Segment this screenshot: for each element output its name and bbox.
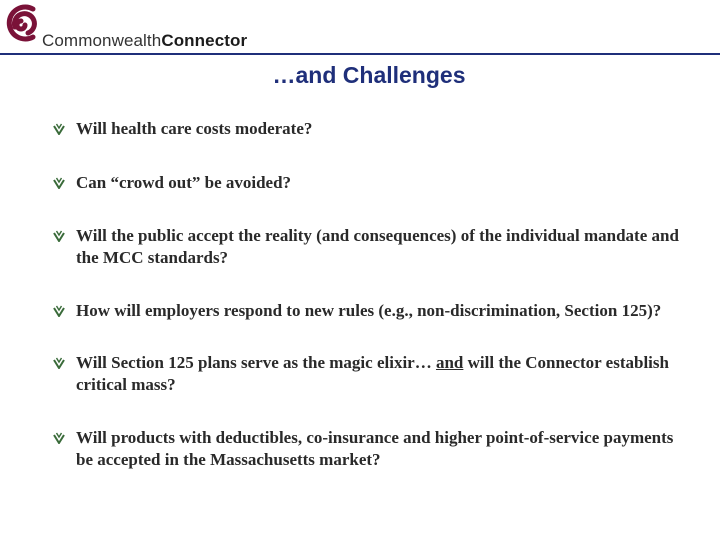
diamond-bullet-icon [52, 175, 66, 189]
logo-wordmark [42, 31, 247, 51]
commonwealth-connector-logo [0, 0, 270, 52]
header-divider [0, 53, 720, 55]
list-item [52, 352, 692, 396]
list-item [52, 225, 692, 269]
bullet-text: Will health care costs moderate? [76, 119, 313, 138]
bullet-text-before: Will Section 125 plans serve as the magic elixir… [76, 353, 436, 372]
list-item [52, 172, 692, 194]
bullet-text: How will employers respond to new rules (e.g., non-discrimination, Section 125)? [76, 301, 662, 320]
logo-word-connector: Connector [161, 31, 248, 50]
list-item [52, 300, 692, 322]
diamond-bullet-icon [52, 228, 66, 242]
slide-title: …and Challenges [272, 62, 466, 88]
challenge-list [52, 118, 692, 471]
connector-swirl-icon [0, 0, 44, 48]
bullet-text: Will products with deductibles, co-insurance and higher point-of-service payments be accepted in the Massachusetts market? [76, 428, 674, 469]
bullet-text-underlined: and [435, 353, 464, 372]
list-item [52, 118, 692, 140]
list-item [52, 427, 692, 471]
diamond-bullet-icon [52, 355, 66, 369]
diamond-bullet-icon [52, 430, 66, 444]
logo-word-commonwealth: Commonwealth [42, 31, 162, 50]
diamond-bullet-icon [52, 303, 66, 317]
diamond-bullet-icon [52, 121, 66, 135]
bullet-text: Will the public accept the reality (and consequences) of the individual mandate and the MCC standards? [76, 226, 679, 267]
bullet-text-after: will the Connector establish critical mass? [76, 353, 669, 394]
bullet-text: Can “crowd out” be avoided? [76, 173, 292, 192]
